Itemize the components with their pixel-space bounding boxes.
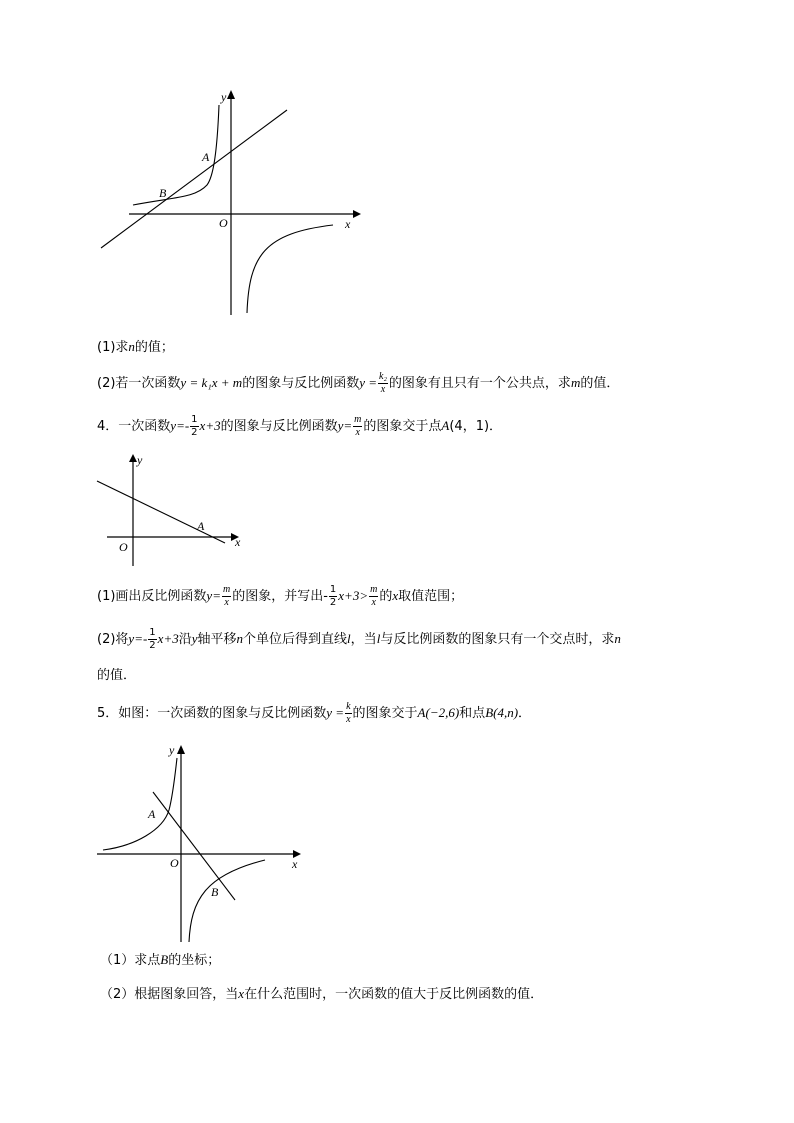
q5-part1-var: B: [160, 952, 169, 967]
fraction-numerator: k₂: [379, 371, 387, 382]
fraction-numerator: 1: [329, 584, 337, 595]
q3-part2-prefix: (2)若一次函数: [97, 376, 181, 391]
q3-part1-prefix: (1)求: [97, 340, 129, 355]
q4-part2: [97, 628, 621, 651]
q4-rest: x+3: [199, 418, 221, 433]
fraction-numerator: m: [354, 414, 362, 425]
fraction-numerator: m: [370, 584, 378, 595]
fraction-numerator: 1: [149, 627, 156, 638]
point-b-label: B: [159, 186, 167, 200]
q4-text-c: 的图象交于点: [363, 419, 442, 434]
linear-function-line: [97, 481, 225, 543]
q3-part2-end: 的值．: [580, 376, 620, 391]
figure-q4-graph: [95, 450, 255, 570]
q4-number: 4．: [97, 419, 119, 434]
point-a-label: A: [202, 150, 210, 164]
q3-part2-mid: 的图象与反比例函数: [242, 376, 360, 391]
q4-text-b: 的图象与反比例函数: [220, 419, 338, 434]
q4-part1-fraction-half: [329, 585, 337, 608]
q4-part2-n: n: [236, 631, 244, 646]
q4-fraction-half: [190, 415, 198, 438]
q4-header: [97, 415, 502, 438]
q4-part1-c: x+3>: [338, 588, 369, 603]
q4-part2-g: 与反比例函数的图象只有一个交点时，求: [380, 632, 615, 647]
q4-part1-var: x: [392, 588, 399, 603]
q5-part2: [100, 984, 543, 1005]
q5-text-a: 5．如图：一次函数的图象与反比例函数: [97, 706, 327, 721]
q4-part2-l2: l: [376, 631, 381, 646]
q4-part1-b: 的图象，并写出-: [232, 589, 328, 604]
y-axis-label: y: [137, 453, 143, 467]
q4-part2-line2: 的值．: [97, 668, 137, 683]
x-axis-label: x: [292, 857, 298, 871]
y-axis-arrow: [227, 90, 235, 99]
point-a-label: A: [148, 807, 156, 821]
x-axis-label: x: [235, 535, 241, 549]
q5-text-c: 和点: [459, 706, 486, 721]
q3-part1: [97, 337, 174, 358]
y-axis-label: y: [221, 90, 227, 104]
figure-q3-graph: [95, 85, 365, 320]
q4-part2-e: 个单位后得到直线: [243, 632, 348, 647]
q5-part1: [100, 950, 220, 971]
q5-text-b: 的图象交于: [352, 706, 418, 721]
fraction-numerator: 1: [191, 414, 198, 425]
y-axis-arrow: [177, 745, 185, 754]
q5-header: [97, 702, 531, 725]
y-axis-arrow: [129, 454, 137, 462]
q5-part2-a: （2）根据图象回答，当: [100, 987, 239, 1002]
point-a-label: A: [197, 519, 205, 533]
q4-part2-a: (2)将: [97, 632, 129, 647]
hyperbola-branch-left: [103, 758, 177, 850]
point-b-label: B: [211, 885, 219, 899]
origin-label: O: [219, 216, 228, 230]
x-axis-label: x: [345, 217, 351, 231]
fraction-denominator: x: [224, 597, 229, 608]
q3-part2-lhs: y =: [359, 375, 377, 390]
q4-lhs2: y=: [337, 418, 353, 433]
fraction-denominator: x: [371, 597, 376, 608]
q5-lhs: y =: [326, 705, 345, 720]
q4-part2-b: x+3: [157, 631, 179, 646]
q5-point-a: A(−2,6): [417, 705, 460, 720]
q4-part2-lhs: y=-: [128, 631, 148, 646]
q3-part2-suffix: 的图象有且只有一个公共点，求: [388, 376, 571, 391]
q4-part1-fraction-m-over-x: [369, 585, 378, 608]
q5-text-d: ．: [518, 706, 532, 721]
q4-part2-n2: n: [614, 631, 621, 646]
fraction-denominator: x: [346, 714, 351, 725]
q5-part1-a: （1）求点: [100, 953, 161, 968]
q4-part2-y: y: [191, 631, 198, 646]
q3-part2-expr: y = k₁x + m: [180, 375, 243, 390]
fraction-denominator: 2: [329, 597, 337, 608]
fraction-denominator: 2: [149, 640, 156, 651]
q3-part1-var: n: [128, 339, 135, 354]
q3-part1-suffix: 的值；: [134, 340, 174, 355]
q4-part2-f: ，当: [350, 632, 377, 647]
q4-lhs: y=-: [170, 418, 190, 433]
fraction-numerator: m: [222, 584, 231, 595]
q5-part2-var: x: [238, 986, 245, 1001]
q3-part2-fraction: [378, 372, 388, 395]
q4-coords: (4，1)．: [449, 419, 503, 434]
y-axis-label: y: [169, 743, 175, 757]
hyperbola-branch-right: [189, 860, 265, 942]
q4-part1-e: 取值范围；: [398, 589, 464, 604]
q3-part2-var: m: [570, 375, 581, 390]
fraction-denominator: x: [380, 384, 386, 395]
q4-part1-lhs: y=: [206, 588, 221, 603]
linear-function-line: [153, 792, 235, 900]
figure-q5-graph: [95, 740, 310, 945]
q5-part1-b: 的坐标；: [168, 953, 221, 968]
q4-point: A: [441, 418, 450, 433]
q4-part2-c: 沿: [178, 632, 192, 647]
q4-part1: [97, 585, 463, 608]
x-axis-arrow: [353, 210, 361, 218]
q4-part2-fraction-half: [148, 628, 156, 651]
origin-label: O: [170, 856, 179, 870]
fraction-denominator: x: [355, 427, 360, 438]
q5-part2-b: 在什么范围时，一次函数的值大于反比例函数的值．: [244, 987, 544, 1002]
q4-part1-a: (1)画出反比例函数: [97, 589, 207, 604]
q5-point-b: B(4,n): [485, 705, 519, 720]
q4-part2-l: l: [347, 631, 351, 646]
linear-function-line: [101, 110, 287, 248]
q4-part1-d: 的: [379, 589, 393, 604]
q4-part2-d: 轴平移: [197, 632, 237, 647]
q3-part2: [97, 372, 619, 395]
q5-fraction-k-over-x: [345, 702, 351, 725]
origin-label: O: [119, 540, 128, 554]
hyperbola-branch-right: [247, 225, 333, 313]
q4-text-a: 一次函数: [118, 419, 171, 434]
fraction-denominator: 2: [191, 427, 198, 438]
q4-fraction-m-over-x: [353, 415, 362, 438]
fraction-numerator: k: [346, 701, 351, 712]
q4-part1-fraction: [222, 585, 231, 608]
